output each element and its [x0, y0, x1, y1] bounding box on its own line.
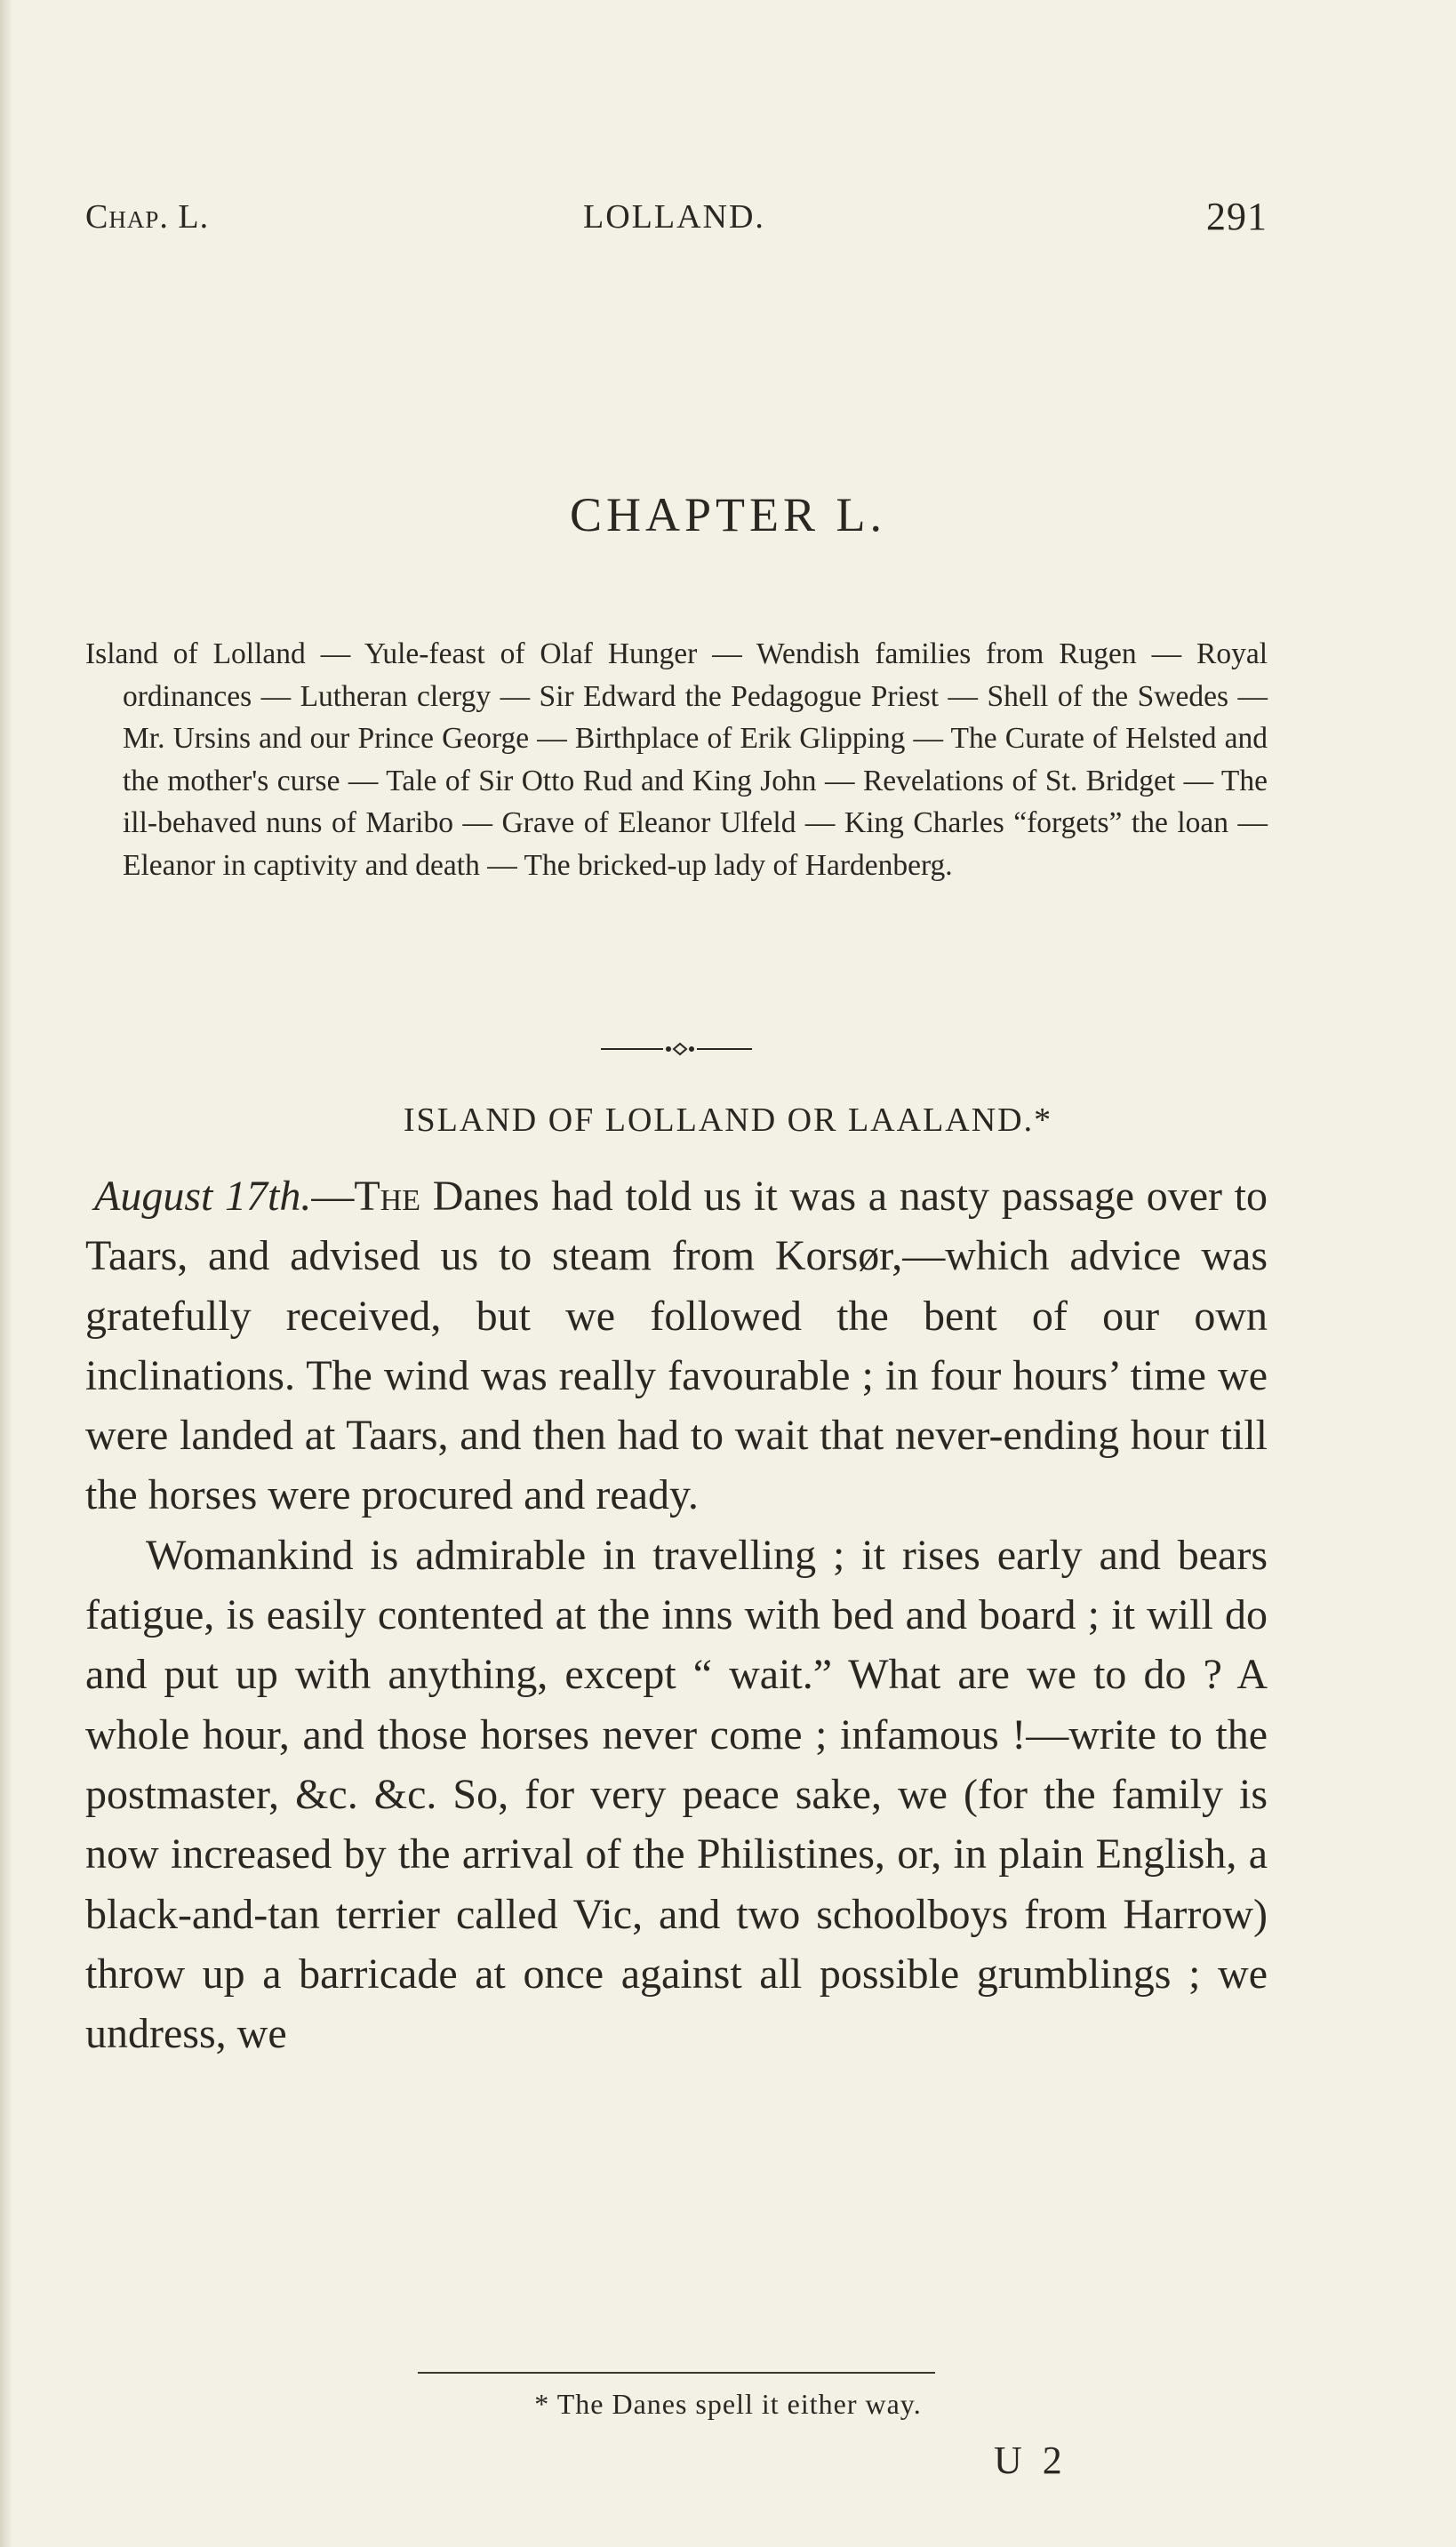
- footnote-rule: [418, 2372, 935, 2374]
- running-head-chapter: Chap. L.: [85, 198, 210, 236]
- first-word: The: [354, 1173, 421, 1220]
- section-ornament-divider: [601, 1038, 752, 1060]
- date-dash: —: [311, 1173, 355, 1220]
- footnote: * The Danes spell it either way.: [534, 2388, 922, 2420]
- running-head: [85, 197, 1268, 242]
- running-head-title: LOLLAND.: [583, 198, 765, 236]
- entry-date: August 17th.: [94, 1173, 312, 1220]
- spine-shadow: [0, 0, 12, 2547]
- section-heading: ISLAND OF LOLLAND OR LAALAND.*: [403, 1101, 1053, 1139]
- signature-mark: U 2: [994, 2439, 1068, 2482]
- chapter-summary: Island of Lolland — Yule-feast of Olaf Hunger — Wendish families from Rugen — Royal ordinances — Lutheran clergy — Sir Edward the Pedagogue Priest — Shell of the Swedes — Mr. Ursins and our Prince George — Birthplace of Erik Glipping — The Curate of Helsted and the mother's curse — Tale of Sir Otto Rud and King John — Revelations of St. Bridget — The ill-behaved nuns of Maribo — Grave of Eleanor Ulfeld — King Charles “forgets” the loan — Eleanor in captivity and death — The bricked-up lady of Hardenberg.: [85, 637, 1268, 882]
- page-number: 291: [1206, 195, 1268, 238]
- paragraph-2: Womankind is admirable in travelling ; it rises early and bears fatigue, is easily contented at the inns with bed and board ; it will do and put up with anything, except “ wait.” What are we to do ? A whole hour, and those horses never come ; infamous !—write to the postmaster, &c. &c. So, for very peace sake, we (for the family is now increased by the arrival of the Philistines, or, in plain English, a black-and-tan terrier called Vic, and two schoolboys from Harrow) throw up a barricade at once against all possible grumblings ; we undress, we: [85, 1531, 1268, 2058]
- chapter-title: CHAPTER L.: [569, 488, 887, 541]
- paragraph-1-text: Danes had told us it was a nasty passage over to Taars, and advised us to steam from Korsør,—which advice was gratefully received, but we followed the bent of our own inclinations. The wind was really favourable ; in four hours’ time we were landed at Taars, and then had to wait that never-ending hour till the horses were procured and ready.: [85, 1173, 1268, 1519]
- paragraph-1: [85, 1166, 1268, 1526]
- body-text: [85, 1166, 1268, 2063]
